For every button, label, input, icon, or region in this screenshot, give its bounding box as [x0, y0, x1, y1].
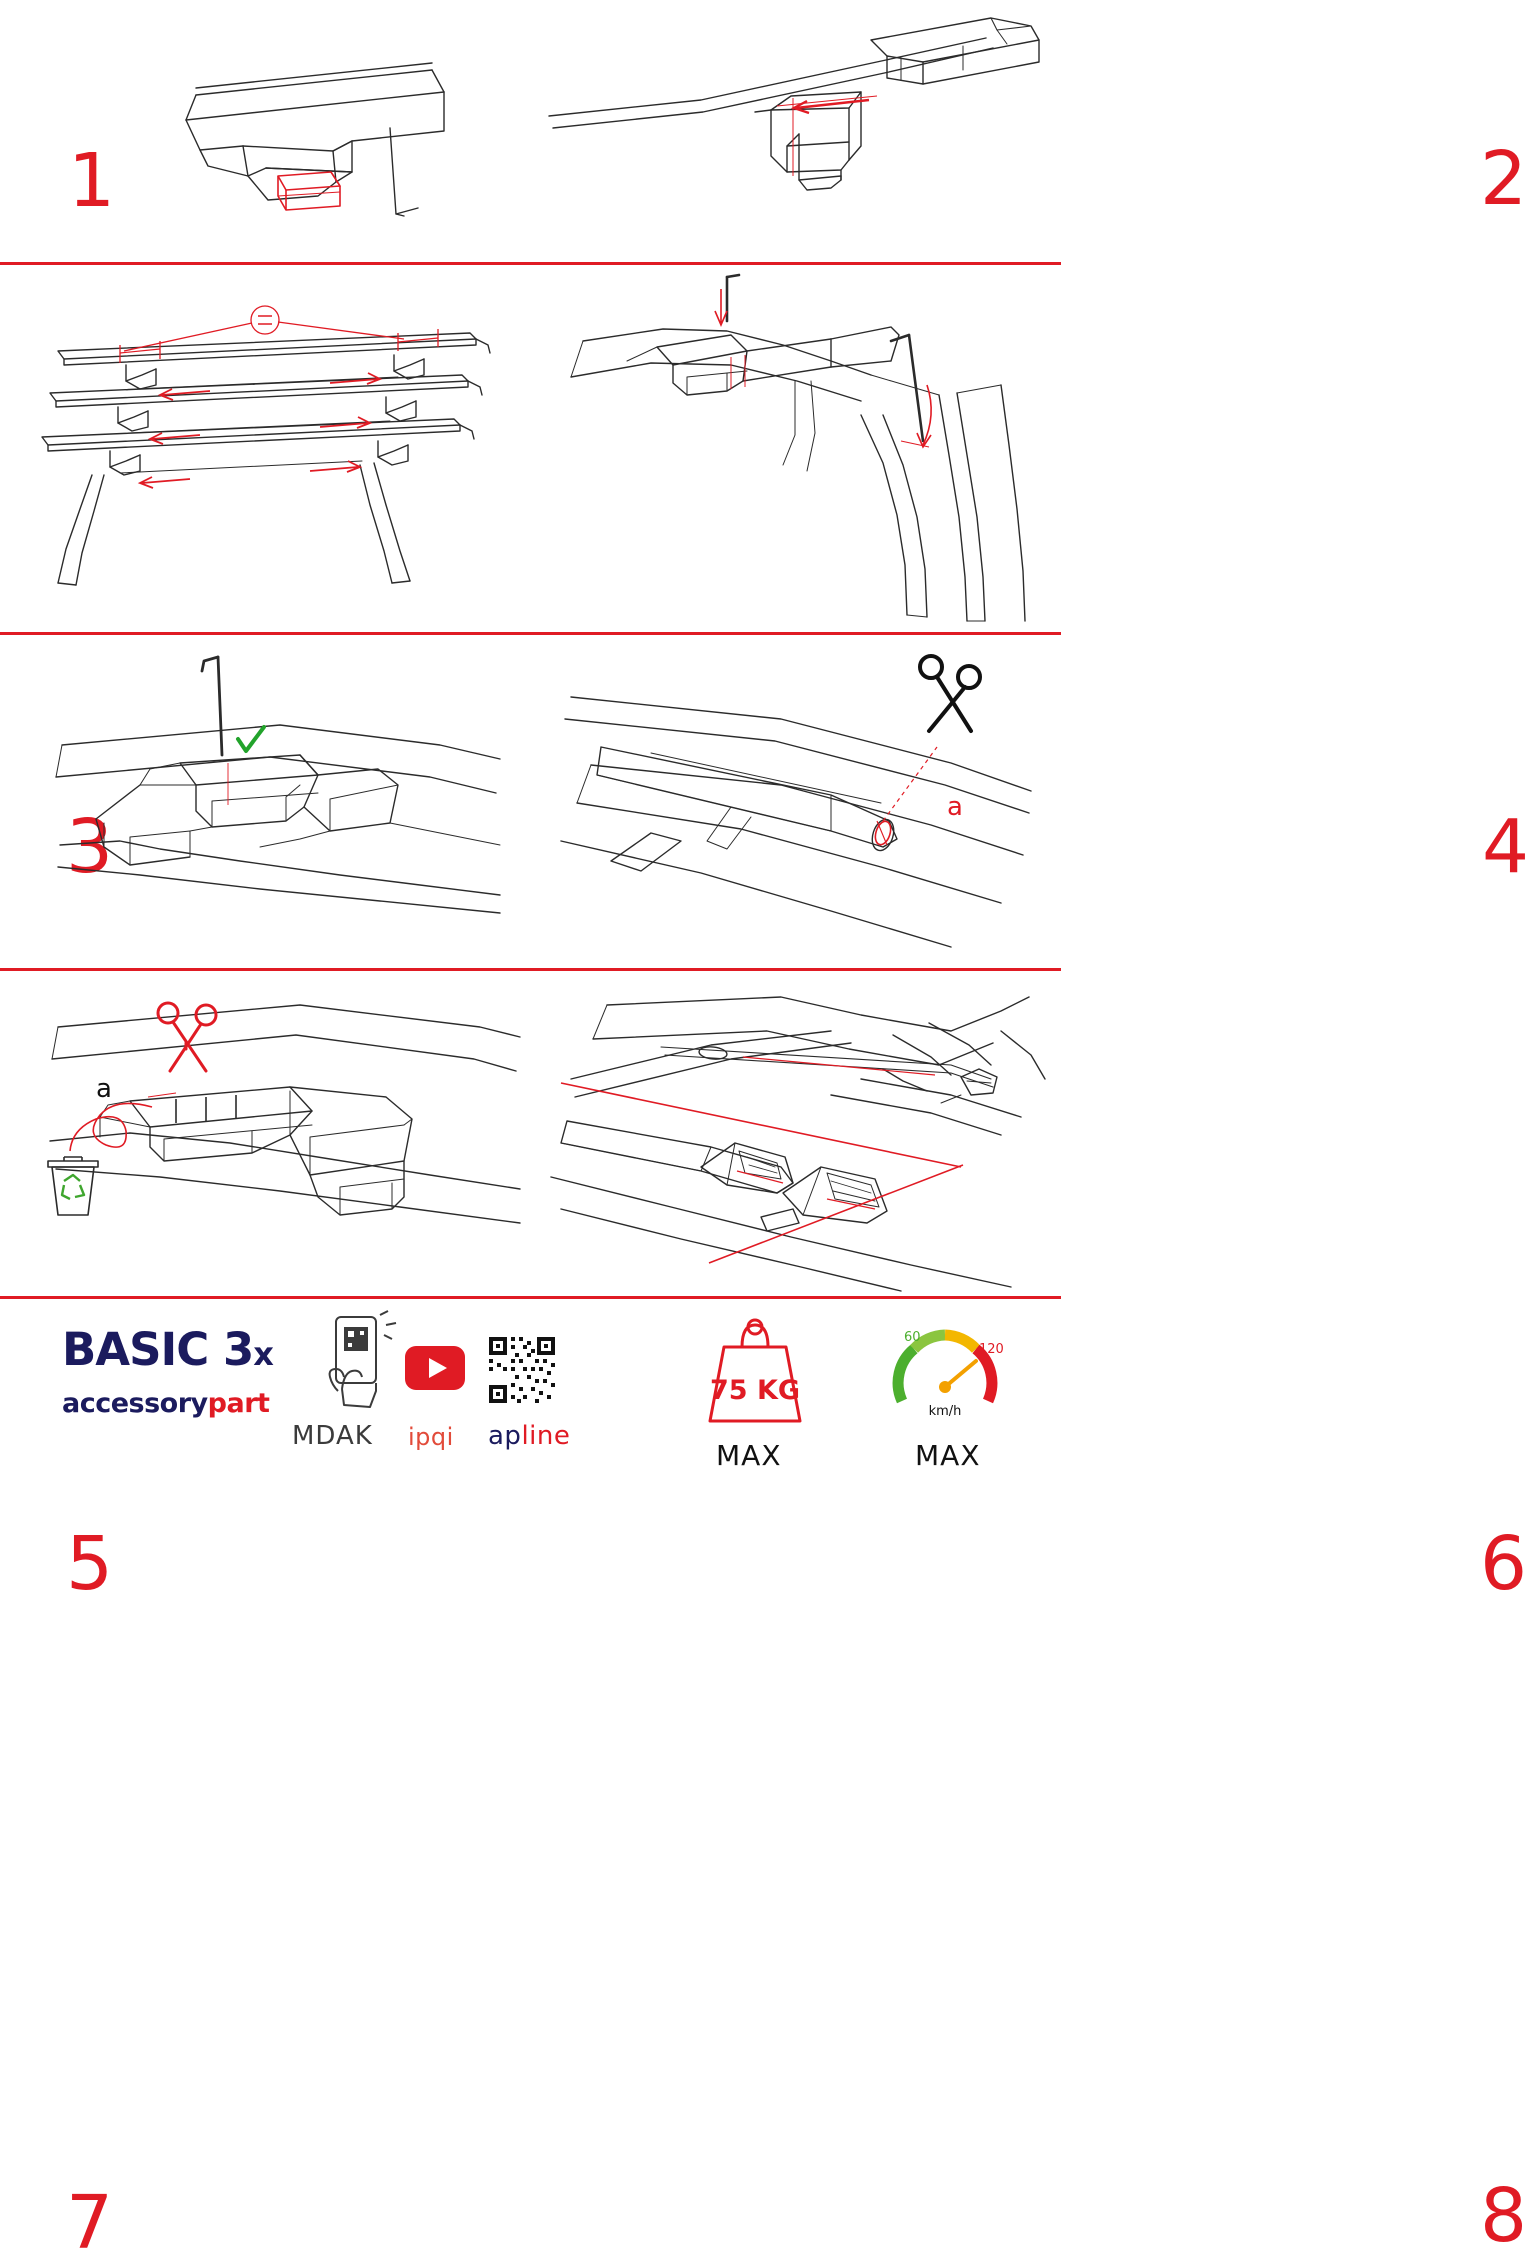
- logo-ipqi: [408, 1423, 454, 1451]
- logo-mdak: [292, 1421, 373, 1451]
- footer: [0, 1299, 1061, 1500]
- logo-apline-ap: ap: [488, 1421, 522, 1451]
- brand-subtitle-part: part: [207, 1388, 270, 1419]
- brand-block: [62, 1323, 273, 1419]
- step-number-5: 5: [66, 1521, 114, 1607]
- brand-subtitle-accessory: accessory: [62, 1388, 208, 1419]
- step-number-1: 1: [68, 138, 116, 224]
- qr-code-icon: [487, 1335, 557, 1405]
- max-weight-icon: [690, 1311, 820, 1431]
- max-speed-gauge-icon: [880, 1309, 1010, 1433]
- arrow-left: [794, 100, 869, 113]
- brand-title: [62, 1323, 273, 1376]
- brand-title-main: BASIC 3: [62, 1323, 254, 1376]
- recycle-bin-icon: [48, 1157, 98, 1215]
- gauge-unit: km/h: [928, 1404, 962, 1419]
- check-icon: [238, 727, 264, 751]
- step-panel-3: [0, 265, 530, 890]
- label-a-step-7: a: [96, 1074, 112, 1104]
- brand-title-suffix: x: [253, 1335, 273, 1373]
- step-8-illustration: [531, 971, 1061, 1296]
- label-a-step-6: a: [947, 792, 963, 822]
- scan-qr-phone-icon: [318, 1311, 414, 1411]
- max-speed-caption: MAX: [915, 1439, 981, 1472]
- step-panel-1: [0, 0, 530, 262]
- step-panel-2: [531, 0, 1528, 262]
- step-3-illustration: [0, 265, 530, 632]
- step-7-illustration: [0, 971, 530, 1296]
- logo-apline-line: line: [521, 1421, 571, 1451]
- step-number-7: 7: [66, 2180, 114, 2266]
- max-weight-value: 75 KG: [709, 1375, 801, 1406]
- step-number-6: 6: [1480, 1521, 1528, 1607]
- step-number-4: 4: [1482, 804, 1529, 890]
- brand-subtitle: [62, 1388, 273, 1419]
- logo-ipqi-text: ipqi: [408, 1423, 454, 1451]
- logo-apline: [488, 1421, 570, 1451]
- gauge-tick-high: 120: [979, 1342, 1004, 1357]
- step-panel-4: [531, 265, 1529, 890]
- scissors-icon: [920, 656, 980, 731]
- step-number-3: 3: [66, 804, 114, 890]
- step-5-illustration: [0, 635, 530, 968]
- step-number-2: 2: [1480, 136, 1528, 222]
- step-4-illustration: [531, 265, 1061, 632]
- step-2-illustration: [531, 0, 1061, 262]
- gauge-tick-low: 60: [904, 1330, 921, 1345]
- logo-mdak-text: MDAK: [292, 1421, 373, 1451]
- step-number-8: 8: [1480, 2173, 1528, 2259]
- step-6-illustration: [531, 635, 1061, 968]
- max-weight-caption: MAX: [716, 1439, 782, 1472]
- youtube-icon[interactable]: [404, 1345, 466, 1391]
